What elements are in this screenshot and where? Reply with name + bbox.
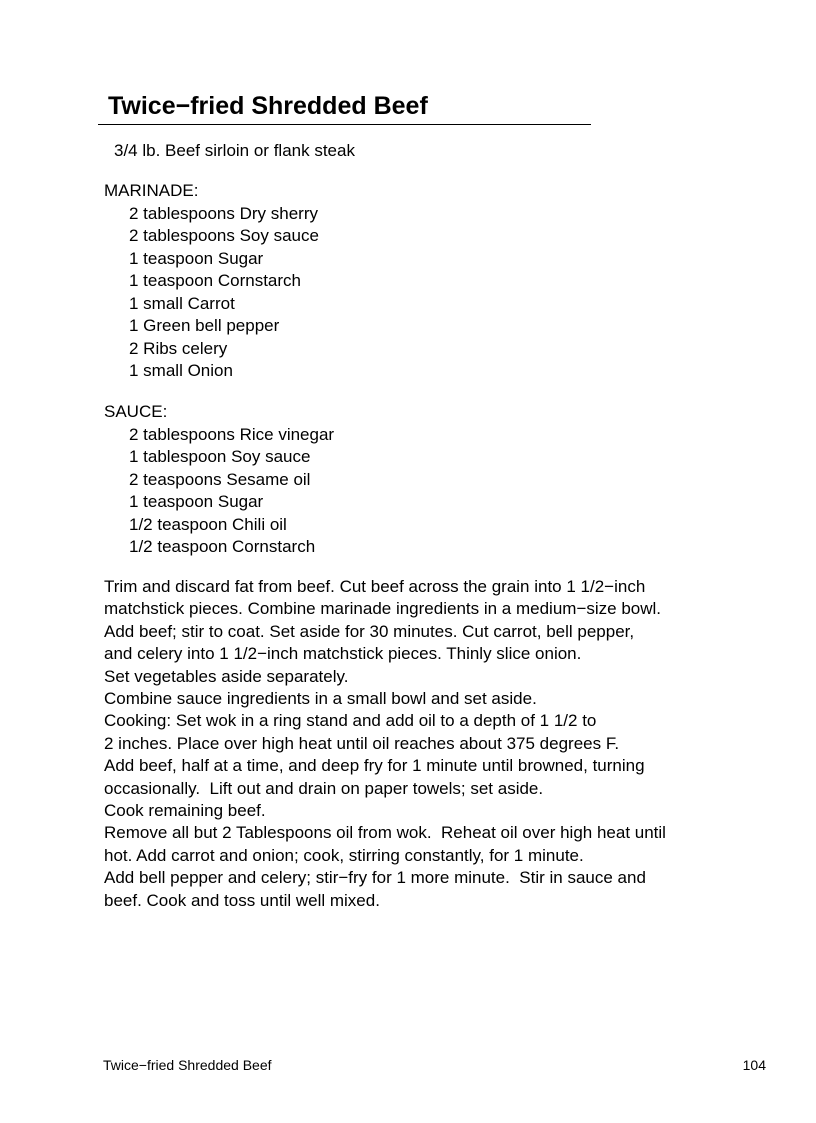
- ingredient-item: 2 tablespoons Rice vinegar: [129, 424, 335, 444]
- ingredient-item: 1 teaspoon Sugar: [129, 492, 264, 511]
- directions-line: Add bell pepper and celery; stir−fry for 1 more minute. Stir in sauce and: [104, 868, 646, 888]
- directions-line: occasionally. Lift out and drain on paper towels; set aside.: [104, 778, 544, 798]
- ingredient-item: 1 tablespoon Soy sauce: [129, 447, 311, 466]
- directions-line: beef. Cook and toss until well mixed.: [104, 890, 380, 910]
- ingredient-item: 1 teaspoon Cornstarch: [129, 271, 301, 290]
- marinade-section: [104, 180, 319, 383]
- ingredient-item: 2 teaspoons Sesame oil: [129, 469, 311, 489]
- page-number: 104: [742, 1057, 766, 1073]
- ingredient-item: 1 small Carrot: [129, 293, 235, 313]
- sauce-heading: SAUCE:: [104, 402, 168, 421]
- directions-line: Trim and discard fat from beef. Cut beef across the grain into 1 1/2−inch: [104, 577, 646, 596]
- directions-line: Set vegetables aside separately.: [104, 666, 349, 686]
- directions-text: [104, 576, 764, 912]
- sauce-section: [104, 401, 334, 559]
- directions-line: Combine sauce ingredients in a small bowl and set aside.: [104, 689, 537, 709]
- title-underline: [98, 124, 591, 125]
- main-ingredient: 3/4 lb. Beef sirloin or flank steak: [114, 141, 355, 160]
- ingredient-item: 2 Ribs celery: [129, 338, 228, 358]
- ingredient-item: 1 small Onion: [129, 361, 233, 380]
- directions-line: and celery into 1 1/2−inch matchstick pieces. Thinly slice onion.: [104, 644, 582, 664]
- directions-line: Add beef, half at a time, and deep fry for 1 minute until browned, turning: [104, 756, 645, 776]
- ingredient-item: 1 Green bell pepper: [129, 316, 280, 335]
- footer-title: Twice−fried Shredded Beef: [103, 1057, 272, 1073]
- directions-line: Add beef; stir to coat. Set aside for 30 minutes. Cut carrot, bell pepper,: [104, 621, 635, 641]
- marinade-heading: MARINADE:: [104, 181, 199, 200]
- directions-line: 2 inches. Place over high heat until oil reaches about 375 degrees F.: [104, 733, 620, 753]
- directions-line: Cooking: Set wok in a ring stand and add oil to a depth of 1 1/2 to: [104, 711, 597, 731]
- ingredient-item: 1/2 teaspoon Cornstarch: [129, 537, 316, 556]
- ingredient-item: 2 tablespoons Soy sauce: [129, 226, 319, 245]
- page-title: Twice−fried Shredded Beef: [108, 92, 428, 120]
- directions-line: Remove all but 2 Tablespoons oil from wok. Reheat oil over high heat until: [104, 823, 666, 843]
- sauce-ingredient-list: [104, 424, 334, 559]
- ingredient-item: 1/2 teaspoon Chili oil: [129, 514, 287, 534]
- ingredient-item: 1 teaspoon Sugar: [129, 248, 264, 268]
- marinade-ingredient-list: [104, 203, 319, 383]
- directions-line: matchstick pieces. Combine marinade ingredients in a medium−size bowl.: [104, 599, 662, 619]
- directions-line: hot. Add carrot and onion; cook, stirring constantly, for 1 minute.: [104, 845, 584, 865]
- directions-line: Cook remaining beef.: [104, 801, 266, 821]
- ingredient-item: 2 tablespoons Dry sherry: [129, 203, 318, 223]
